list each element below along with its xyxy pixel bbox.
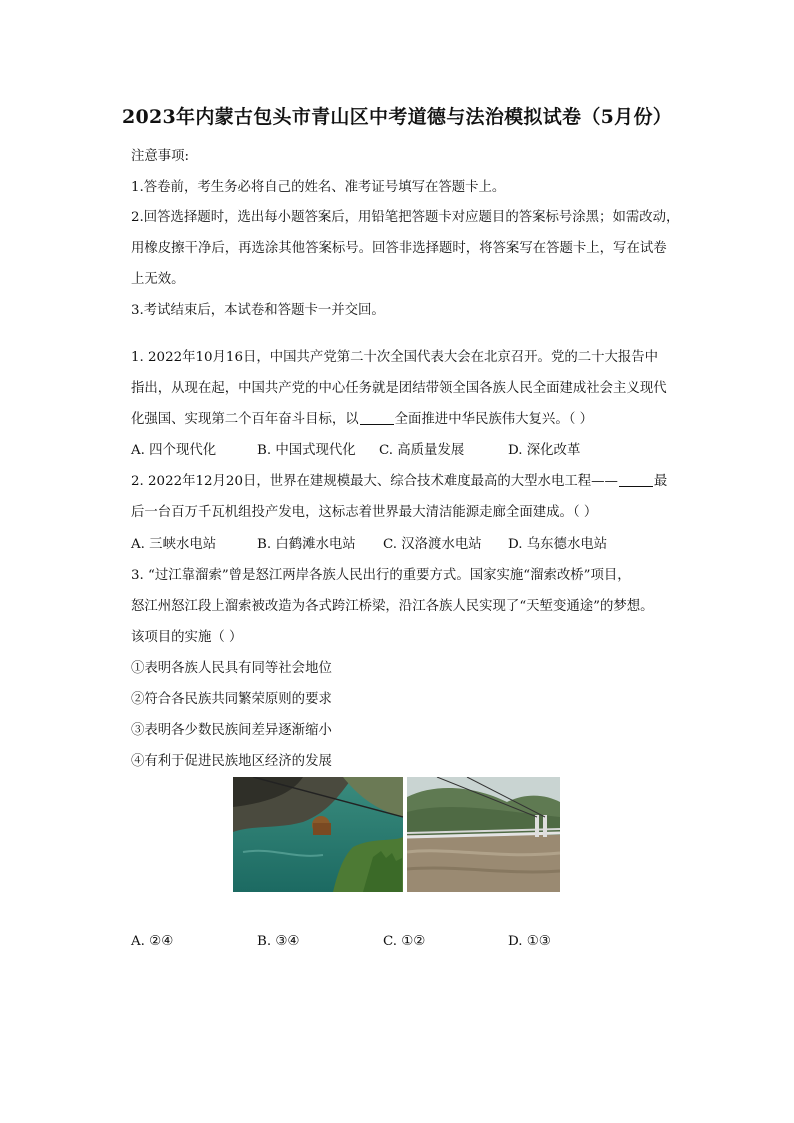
q1-line-3-start: 化强国、实现第二个百年奋斗目标，以 [131,412,359,427]
q3-item-3: ③表明各少数民族间差异逐渐缩小 [131,723,332,738]
q2-line-2: 后一台百万千瓦机组投产发电，这标志着世界最大清洁能源走廊全面建成。（ ） [131,505,598,520]
q1-line-1: 1. 2022年10月16日，中国共产党第二十次全国代表大会在北京召开。党的二十大报告中 [131,350,659,365]
q3-item-2: ②符合各民族共同繁荣原则的要求 [131,692,332,707]
q2-line-1-end: 最 [653,474,668,489]
q1-option-d[interactable]: D. 深化改革 [508,443,581,458]
note-line-2b: 用橡皮擦干净后，再选涂其他答案标号。回答非选择题时，将答案写在答题卡上，写在试卷 [131,241,667,256]
q2-option-d[interactable]: D. 乌东德水电站 [508,537,608,552]
q1-option-b[interactable]: B. 中国式现代化 [257,443,356,458]
page-title: 2023年内蒙古包头市青山区中考道德与法治模拟试卷（5月份） [121,106,673,128]
note-line-3: 3.考试结束后，本试卷和答题卡一并交回。 [131,303,385,318]
notes-heading: 注意事项: [131,149,190,164]
q3-line-2: 怒江州怒江段上溜索被改造为各式跨江桥梁，沿江各族人民实现了“天堑变通途”的梦想。 [131,599,654,614]
q1-option-c[interactable]: C. 高质量发展 [379,443,465,458]
q3-option-a[interactable]: A. ②④ [131,934,174,949]
q2-line-1-start: 2. 2022年12月20日，世界在建规模最大、综合技术难度最高的大型水电工程—— [131,474,618,489]
zipline-river-photo [233,777,403,892]
q1-line-3-end: 全面推进中华民族伟大复兴。（ ） [394,412,594,427]
q3-line-3: 该项目的实施（ ） [131,630,243,645]
q3-option-b[interactable]: B. ③④ [257,934,300,949]
answer-blank [619,472,653,487]
note-line-2c: 上无效。 [131,272,185,287]
q2-line-1 [131,472,667,492]
q1-line-3 [131,410,593,430]
q3-item-1: ①表明各族人民具有同等社会地位 [131,661,332,676]
q1-line-2: 指出，从现在起，中国共产党的中心任务就是团结带领全国各族人民全面建成社会主义现代 [131,381,667,396]
q2-option-c[interactable]: C. 汉洛渡水电站 [383,537,482,552]
note-line-2a: 2.回答选择题时，选出每小题答案后，用铅笔把答题卡对应题目的答案标号涂黑；如需改动， [131,210,680,225]
q2-option-a[interactable]: A. 三峡水电站 [131,537,217,552]
q3-option-c[interactable]: C. ①② [383,934,426,949]
bridge-river-photo [407,777,560,892]
q3-item-4: ④有利于促进民族地区经济的发展 [131,754,332,769]
q2-option-b[interactable]: B. 白鹤滩水电站 [257,537,356,552]
answer-blank [360,410,394,425]
note-line-1: 1.答卷前，考生务必将自己的姓名、准考证号填写在答题卡上。 [131,180,506,195]
q3-line-1: 3. “过江靠溜索”曾是怒江两岸各族人民出行的重要方式。国家实施“溜索改桥”项目， [131,568,631,583]
q1-option-a[interactable]: A. 四个现代化 [131,443,217,458]
q3-option-d[interactable]: D. ①③ [508,934,551,949]
q3-photos [233,777,560,892]
